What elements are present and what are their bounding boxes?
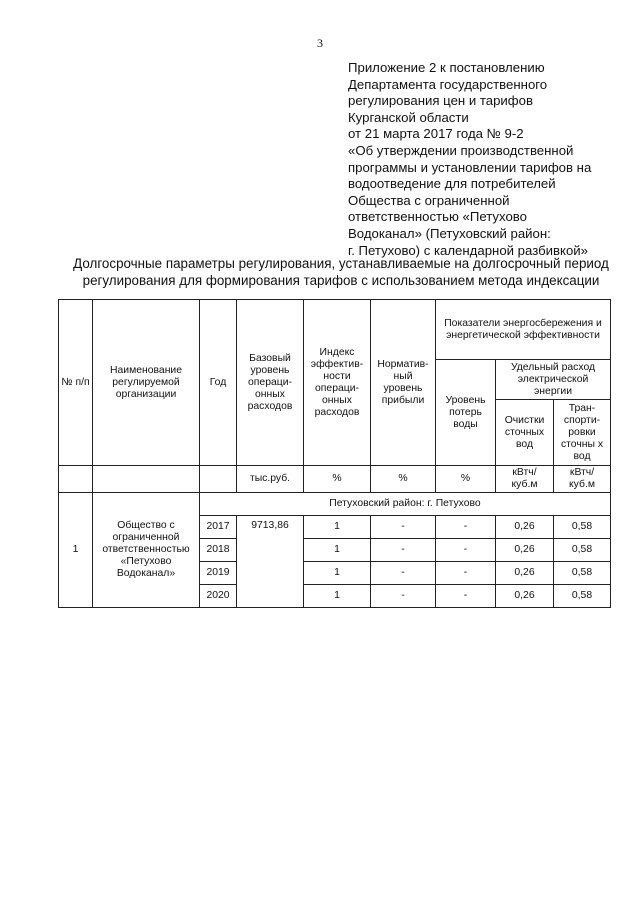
header-energy-indicators: Показатели энергосбережения и энергетической эффективности <box>436 300 611 360</box>
treatment-cell: 0,26 <box>496 562 554 585</box>
appendix-line: от 21 марта 2017 года № 9-2 <box>348 126 524 142</box>
unit-base-opex: тыс.руб. <box>237 466 304 493</box>
header-water-loss: Уровень потерь воды <box>436 360 496 466</box>
normative-profit-cell: - <box>371 516 436 539</box>
efficiency-index-cell: 1 <box>304 562 371 585</box>
transport-cell: 0,58 <box>554 562 611 585</box>
appendix-line: водоотведение для потребителей <box>348 176 556 192</box>
header-normative-profit: Норматив-ный уровень прибыли <box>371 300 436 466</box>
row-number: 1 <box>59 493 93 608</box>
header-efficiency-index: Индекс эффектив-ности операци-онных расходов <box>304 300 371 466</box>
normative-profit-cell: - <box>371 562 436 585</box>
appendix-line: Общества с ограниченной <box>348 192 510 208</box>
year-cell: 2018 <box>200 539 237 562</box>
transport-cell: 0,58 <box>554 585 611 608</box>
title-line: Долгосрочные параметры регулирования, устанавливаемые на долгосрочный период <box>73 256 609 271</box>
appendix-line: «Об утверждении производственной <box>348 142 574 158</box>
unit-number <box>59 466 93 493</box>
water-loss-cell: - <box>436 585 496 608</box>
header-base-opex: Базовый уровень операци-онных расходов <box>237 300 304 466</box>
water-loss-cell: - <box>436 516 496 539</box>
appendix-line: ответственностью «Петухово <box>348 209 527 225</box>
transport-cell: 0,58 <box>554 516 611 539</box>
regulation-parameters-table <box>58 299 611 608</box>
appendix-line: программы и установлении тарифов на <box>348 159 592 175</box>
header-number: № п/п <box>59 300 93 466</box>
unit-wastewater-transport: кВтч/ куб.м <box>554 466 611 493</box>
unit-normative-profit: % <box>371 466 436 493</box>
header-organization: Наименование регулируемой организации <box>93 300 200 466</box>
unit-water-loss: % <box>436 466 496 493</box>
header-specific-consumption: Удельный расход электрической энергии <box>496 360 611 400</box>
treatment-cell: 0,26 <box>496 585 554 608</box>
page-number: 3 <box>317 36 323 50</box>
year-cell: 2017 <box>200 516 237 539</box>
year-cell: 2020 <box>200 585 237 608</box>
normative-profit-cell: - <box>371 539 436 562</box>
header-wastewater-treatment: Очистки сточных вод <box>496 400 554 466</box>
appendix-line: Департамента государственного <box>348 76 548 92</box>
appendix-line: регулирования цен и тарифов <box>348 93 533 109</box>
normative-profit-cell: - <box>371 585 436 608</box>
treatment-cell: 0,26 <box>496 516 554 539</box>
title-line: регулирования для формирования тарифов с использованием метода индексации <box>82 272 600 288</box>
header-wastewater-transport: Тран-спорти-ровки сточны х вод <box>554 400 611 466</box>
treatment-cell: 0,26 <box>496 539 554 562</box>
appendix-line: Курганской области <box>348 109 469 125</box>
year-cell: 2019 <box>200 562 237 585</box>
efficiency-index-cell: 1 <box>304 539 371 562</box>
appendix-line: Приложение 2 к постановлению <box>348 60 545 75</box>
unit-organization <box>93 466 200 493</box>
header-year: Год <box>200 300 237 466</box>
transport-cell: 0,58 <box>554 539 611 562</box>
appendix-line: г. Петухово) с календарной разбивкой» <box>348 242 588 258</box>
unit-year <box>200 466 237 493</box>
appendix-line: Водоканал» (Петуховский район: <box>348 225 551 241</box>
unit-wastewater-treatment: кВтч/ куб.м <box>496 466 554 493</box>
document-title <box>50 256 632 289</box>
water-loss-cell: - <box>436 539 496 562</box>
region-row: Петуховский район: г. Петухово <box>200 493 611 516</box>
efficiency-index-cell: 1 <box>304 585 371 608</box>
organization-name: Общество с ограниченной ответственностью «Петухово Водоканал» <box>93 493 200 608</box>
unit-efficiency-index: % <box>304 466 371 493</box>
water-loss-cell: - <box>436 562 496 585</box>
efficiency-index-cell: 1 <box>304 516 371 539</box>
appendix-header <box>348 60 608 259</box>
base-opex-value: 9713,86 <box>237 516 304 608</box>
